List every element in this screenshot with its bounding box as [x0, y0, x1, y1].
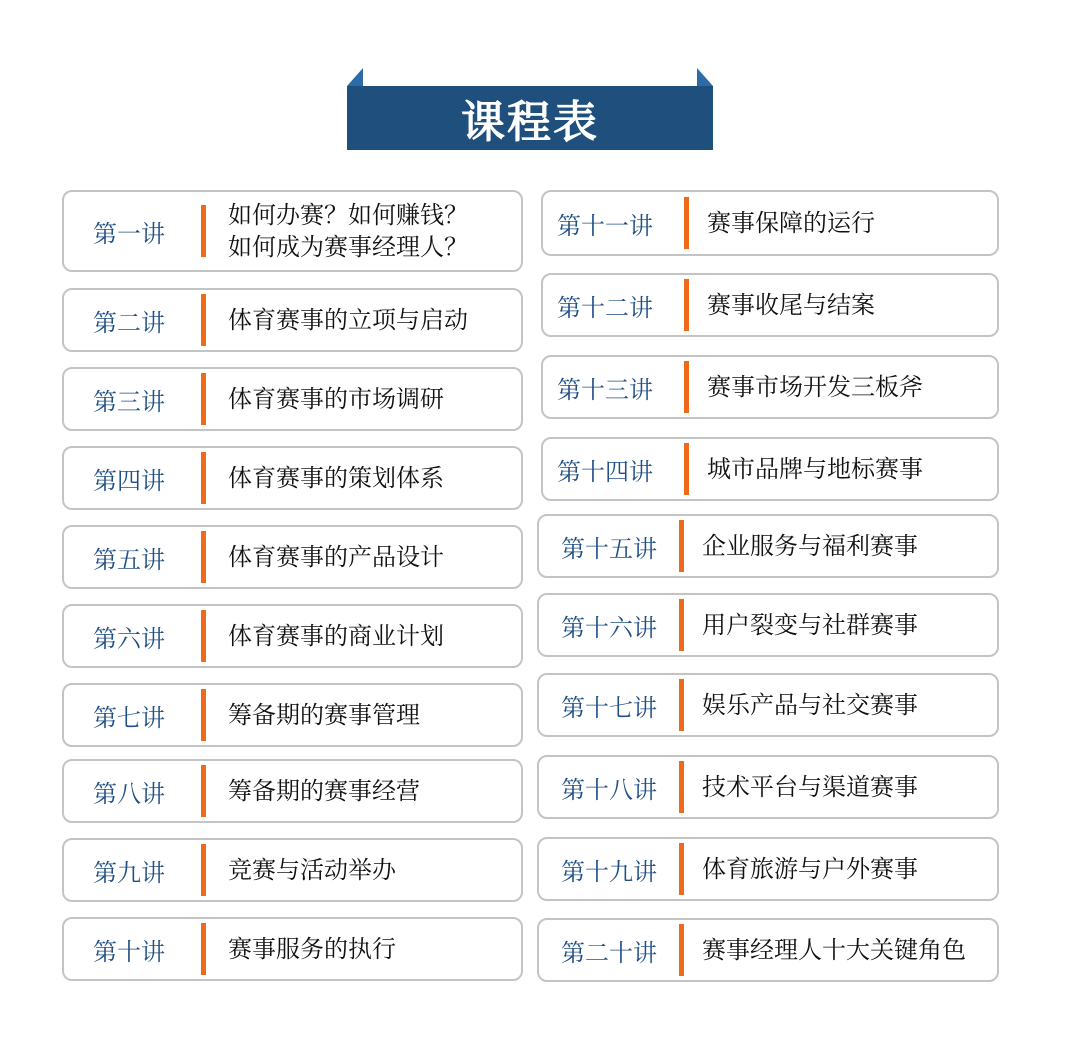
banner-fold-left: [347, 68, 363, 86]
lecture-title-line-1: 体育赛事的产品设计: [228, 543, 444, 571]
lecture-number: 第六讲: [93, 624, 165, 653]
accent-bar: [679, 599, 684, 651]
lecture-title-line-1: 体育赛事的策划体系: [228, 464, 444, 492]
lecture-title: [228, 369, 444, 429]
lecture-title: [702, 595, 918, 655]
lecture-title-line-1: 赛事服务的执行: [228, 935, 396, 963]
accent-bar: [201, 294, 206, 346]
lecture-title-line-1: 赛事保障的运行: [707, 209, 875, 237]
lecture-title-line-1: 体育赛事的市场调研: [228, 385, 444, 413]
lecture-number: 第八讲: [93, 779, 165, 808]
lecture-title: [702, 675, 918, 735]
lecture-card-11: [541, 190, 999, 256]
accent-bar: [201, 689, 206, 741]
accent-bar: [201, 452, 206, 504]
lecture-card-18: [537, 755, 999, 819]
accent-bar: [201, 765, 206, 817]
accent-bar: [684, 197, 689, 249]
page-title: 课程表: [347, 86, 713, 150]
lecture-card-1: [62, 190, 523, 272]
lecture-card-10: [62, 917, 523, 981]
lecture-title: [228, 527, 444, 587]
lecture-card-6: [62, 604, 523, 668]
accent-bar: [679, 843, 684, 895]
lecture-title: [702, 920, 966, 980]
lecture-card-9: [62, 838, 523, 902]
lecture-title-line-2: 如何成为赛事经理人？: [228, 233, 468, 261]
banner-fold-right: [697, 68, 713, 86]
accent-bar: [679, 761, 684, 813]
lecture-card-4: [62, 446, 523, 510]
lecture-number: 第十九讲: [561, 857, 657, 886]
lecture-title-line-1: 赛事市场开发三板斧: [707, 373, 923, 401]
lecture-title-line-1: 体育赛事的立项与启动: [228, 306, 468, 334]
lecture-title-line-1: 体育赛事的商业计划: [228, 622, 444, 650]
accent-bar: [201, 610, 206, 662]
lecture-title: [228, 192, 468, 270]
accent-bar: [201, 531, 206, 583]
lecture-number: 第十三讲: [557, 375, 653, 404]
lecture-number: 第十讲: [93, 937, 165, 966]
lecture-card-20: [537, 918, 999, 982]
title-banner: [347, 68, 713, 152]
lecture-title: [228, 448, 444, 508]
lecture-card-2: [62, 288, 523, 352]
lecture-title: [228, 685, 420, 745]
lecture-number: 第一讲: [93, 219, 165, 248]
lecture-title-line-1: 赛事经理人十大关键角色: [702, 936, 966, 964]
lecture-title: [702, 516, 918, 576]
lecture-title-line-1: 城市品牌与地标赛事: [707, 455, 923, 483]
lecture-number: 第十一讲: [557, 211, 653, 240]
lecture-number: 第三讲: [93, 387, 165, 416]
lecture-card-12: [541, 273, 999, 337]
accent-bar: [679, 520, 684, 572]
accent-bar: [201, 373, 206, 425]
lecture-title: [702, 839, 918, 899]
lecture-title: [707, 357, 923, 417]
lecture-title-line-1: 用户裂变与社群赛事: [702, 611, 918, 639]
lecture-number: 第四讲: [93, 466, 165, 495]
lecture-card-16: [537, 593, 999, 657]
accent-bar: [201, 844, 206, 896]
lecture-card-14: [541, 437, 999, 501]
lecture-title: [707, 275, 875, 335]
accent-bar: [684, 443, 689, 495]
accent-bar: [679, 924, 684, 976]
lecture-card-19: [537, 837, 999, 901]
lecture-title-line-1: 如何办赛？如何赚钱？: [228, 201, 468, 229]
lecture-card-3: [62, 367, 523, 431]
lecture-title-line-1: 体育旅游与户外赛事: [702, 855, 918, 883]
lecture-title: [707, 192, 875, 254]
lecture-title-line-1: 企业服务与福利赛事: [702, 532, 918, 560]
lecture-card-5: [62, 525, 523, 589]
lecture-number: 第十八讲: [561, 775, 657, 804]
lecture-number: 第十六讲: [561, 613, 657, 642]
lecture-number: 第十四讲: [557, 457, 653, 486]
lecture-title-line-1: 技术平台与渠道赛事: [702, 773, 918, 801]
lecture-title-line-1: 竞赛与活动举办: [228, 856, 396, 884]
lecture-number: 第十二讲: [557, 293, 653, 322]
lecture-title: [228, 290, 468, 350]
accent-bar: [201, 923, 206, 975]
lecture-number: 第九讲: [93, 858, 165, 887]
lecture-title-line-1: 筹备期的赛事经营: [228, 777, 420, 805]
lecture-title-line-1: 赛事收尾与结案: [707, 291, 875, 319]
lecture-number: 第二十讲: [561, 938, 657, 967]
lecture-title: [702, 757, 918, 817]
lecture-number: 第十七讲: [561, 693, 657, 722]
lecture-card-7: [62, 683, 523, 747]
lecture-title: [228, 840, 396, 900]
lecture-number: 第五讲: [93, 545, 165, 574]
lecture-number: 第七讲: [93, 703, 165, 732]
lecture-card-15: [537, 514, 999, 578]
lecture-title: [228, 919, 396, 979]
lecture-title: [228, 761, 420, 821]
accent-bar: [684, 361, 689, 413]
accent-bar: [679, 679, 684, 731]
lecture-title-line-1: 筹备期的赛事管理: [228, 701, 420, 729]
lecture-card-17: [537, 673, 999, 737]
accent-bar: [684, 279, 689, 331]
lecture-title-line-1: 娱乐产品与社交赛事: [702, 691, 918, 719]
lecture-card-13: [541, 355, 999, 419]
lecture-title: [228, 606, 444, 666]
lecture-title: [707, 439, 923, 499]
lecture-number: 第二讲: [93, 308, 165, 337]
lecture-number: 第十五讲: [561, 534, 657, 563]
lecture-card-8: [62, 759, 523, 823]
accent-bar: [201, 205, 206, 257]
